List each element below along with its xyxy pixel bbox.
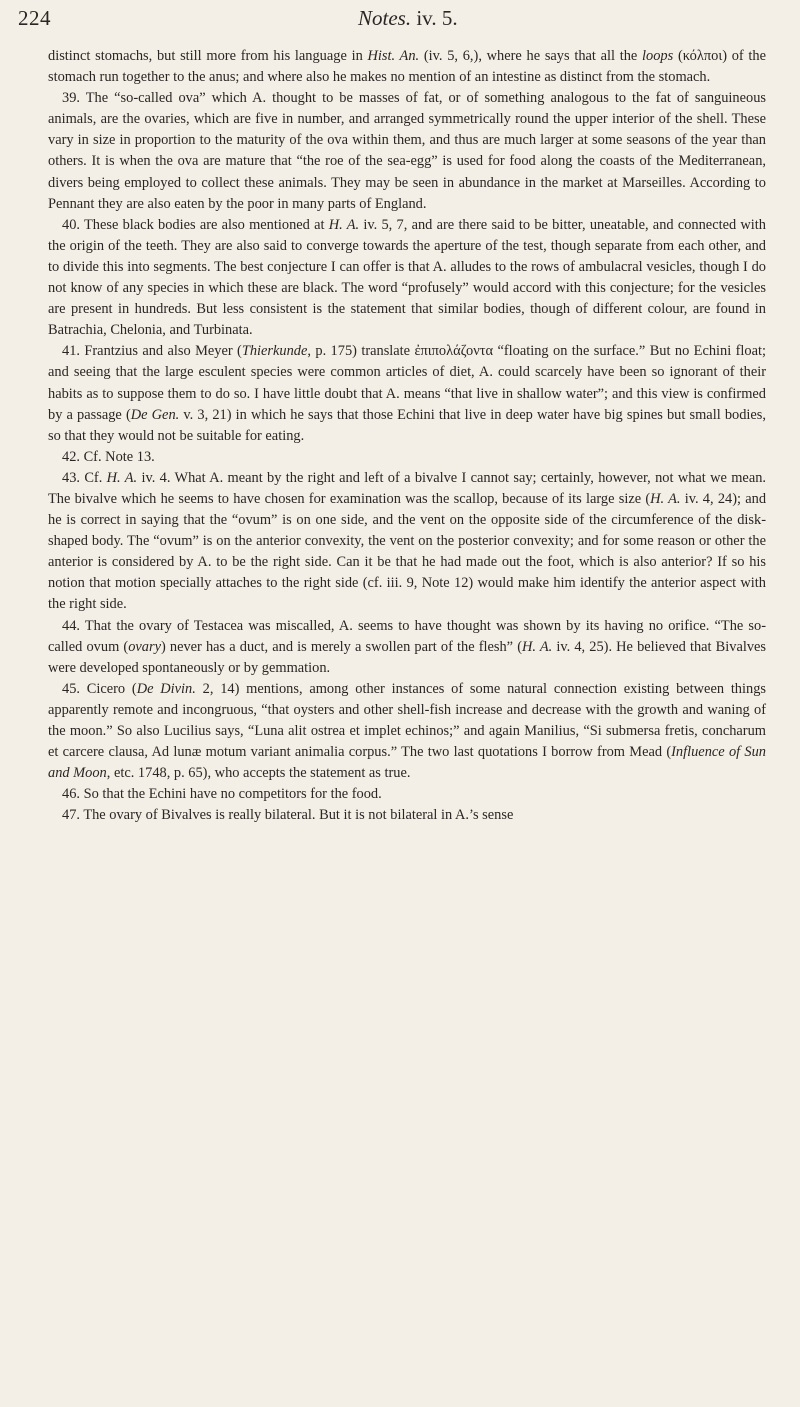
notes-body xyxy=(48,46,766,826)
note-39: 39. The “so-called ova” which A. thought to be masses of fat, or of something analogous to the fat of sanguineous animals, are the ovaries, which are five in number, and arranged symmetrically round the upper interior of the shell. These vary in size in proportion to the maturity of the ova within them, and thus are much larger at some seasons of the year than others. It is when the ova are mature that “the roe of the sea-egg” is used for food along the coasts of the Mediterranean, divers being employed to collect these animals. They may be seen in abundance in the market at Marseilles. According to Pennant they are also eaten by the poor in many parts of England. xyxy=(48,90,766,212)
page-number: 224 xyxy=(18,6,51,30)
note-continuation: distinct stomachs, but still more from his language in Hist. An. (iv. 5, 6,), where he says that all the loops (κόλποι) of the stomach run together to the anus; and where also he makes no mention of an intestine as distinct from the stomach. xyxy=(48,48,766,86)
page-header xyxy=(18,6,780,40)
note-40: 40. These black bodies are also mentioned at H. A. iv. 5, 7, and are there said to be bitter, uneatable, and connected with the origin of the teeth. They are also said to converge towards the aperture of the test, though separate from each other, and to divide this into segments. The best conjecture I can offer is that A. alludes to the rows of ambulacral vesicles, though I do not know of any species in which these are black. The word “profusely” would accord with this conjecture; for the vesicles are present in hundreds. But less consistent is the statement that similar bodies, though of different colour, are found in Batrachia, Chelonia, and Turbinata. xyxy=(48,216,767,339)
note-44: 44. That the ovary of Testacea was miscalled, A. seems to have thought was shown by its having no orifice. “The so-called ovum (ovary) never has a duct, and is merely a swollen part of the flesh” (H. A. iv. 4, 25). He believed that Bivalves were developed spontaneously or by gemmation. xyxy=(48,617,767,676)
running-title xyxy=(358,6,458,31)
note-41: 41. Frantzius and also Meyer (Thierkunde, p. 175) translate ἐπιπολάζοντα “floating on the surface.” But no Echini float; and seeing that the large esculent species were common articles of diet, A. could scarcely have been so ignorant of their habits as to suppose them to do so. I have little doubt that A. means “that live in shallow water”; and this view is confirmed by a passage (De Gen. v. 3, 21) in which he says that those Echini that live in deep water have big spines but small bodies, so that they would not be suitable for eating. xyxy=(48,343,767,444)
note-47: 47. The ovary of Bivalves is really bilateral. But it is not bilateral in A.’s sense xyxy=(62,807,514,824)
note-42: 42. Cf. Note 13. xyxy=(62,448,155,465)
running-title-text: Notes. xyxy=(358,6,412,30)
running-title-section: iv. 5. xyxy=(416,6,458,30)
note-43: 43. Cf. H. A. iv. 4. What A. meant by the right and left of a bivalve I cannot say; certainly, however, not what we mean. The bivalve which he seems to have chosen for examination was the scallop, because of its large size (H. A. iv. 4, 24); and he is correct in saying that the “ovum” is on one side, and the vent on the opposite side of the circumference of the disk-shaped body. The “ovum” is on the anterior convexity, the vent on the posterior convexity; and for some reason or other the anterior is considered by A. to be the right side. Can it be that he had made out the foot, which is also anterior? If so his notion that motion specially attaches to the right side (cf. iii. 9, Note 12) would make him identify the anterior aspect with the right side. xyxy=(48,469,767,613)
note-46: 46. So that the Echini have no competitors for the food. xyxy=(62,786,382,803)
note-45: 45. Cicero (De Divin. 2, 14) mentions, among other instances of some natural connection existing between things apparently remote and incongruous, “that oysters and other shell-fish increase and decrease with the growth and waning of the moon.” So also Lucilius says, “Luna alit ostrea et implet echinos;” and again Manilius, “Si submersa fretis, concharum et carcere clausa, Ad lunæ motum variant animalia corpus.” The two last quotations I borrow from Mead (Influence of Sun and Moon, etc. 1748, p. 65), who accepts the statement as true. xyxy=(48,680,766,782)
